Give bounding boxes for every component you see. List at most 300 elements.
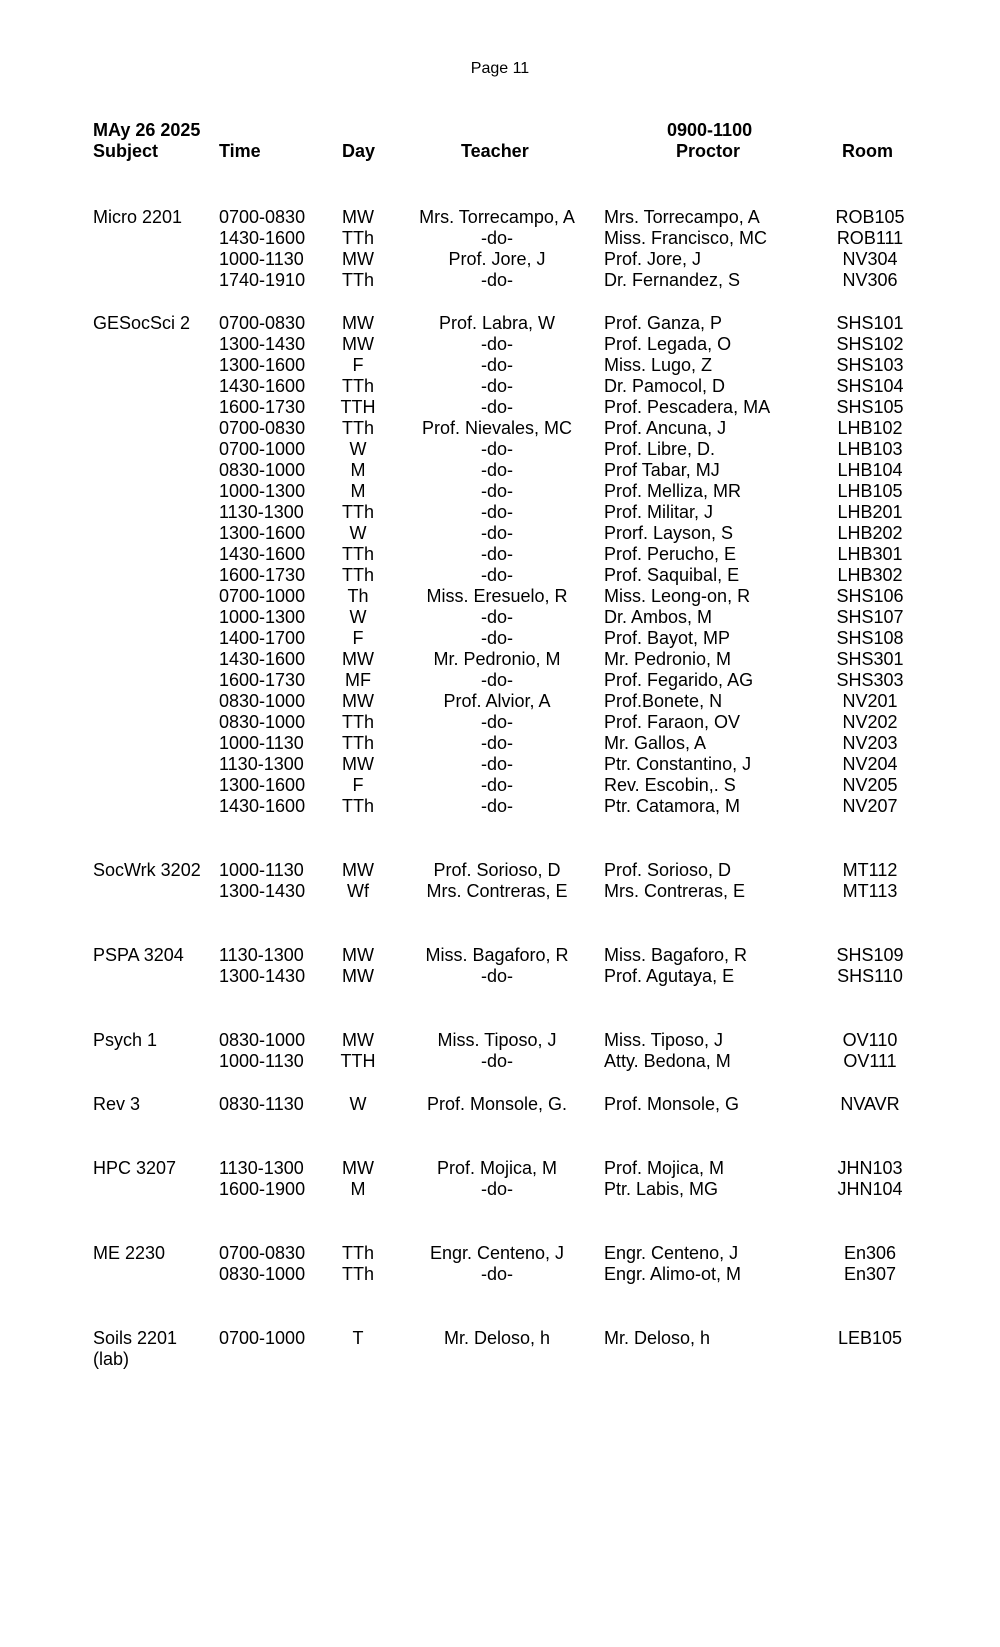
- day-text: MW: [342, 1158, 374, 1178]
- column-header-time: Time: [219, 141, 261, 161]
- proctor-text: Mr. Gallos, A: [604, 733, 707, 753]
- proctor-text: Prof. Saquibal, E: [604, 565, 740, 585]
- day-text: M: [350, 1179, 366, 1199]
- proctor-text: Prof. Sorioso, D: [604, 860, 732, 880]
- room-text: NV202: [842, 712, 898, 732]
- day-text: MW: [342, 207, 374, 227]
- room-text: SHS105: [836, 397, 904, 417]
- subject-cell: [93, 1243, 165, 1264]
- time-text: 1600-1730: [219, 565, 306, 585]
- time-text: 1000-1130: [219, 860, 304, 880]
- time-cell: [219, 1328, 305, 1349]
- table-row: [0, 228, 1000, 249]
- proctor-cell: [604, 1328, 710, 1349]
- teacher-text: Prof. Alvior, A: [443, 691, 551, 711]
- time-cell: [219, 1158, 304, 1179]
- table-row: [0, 1179, 1000, 1200]
- time-text: 1000-1300: [219, 607, 306, 627]
- proctor-cell: [604, 397, 770, 418]
- proctor-text: Rev. Escobin,. S: [604, 775, 736, 795]
- room-text: En307: [843, 1264, 897, 1284]
- proctor-cell: [604, 334, 731, 355]
- teacher-text: Prof. Sorioso, D: [433, 860, 561, 880]
- day-text: TTh: [342, 544, 375, 564]
- time-text: 1300-1430: [219, 334, 306, 354]
- time-cell: [219, 460, 305, 481]
- room-text: NV203: [842, 733, 898, 753]
- column-header-day: Day: [342, 141, 376, 161]
- time-cell: [219, 607, 305, 628]
- proctor-cell: [604, 945, 747, 966]
- table-row: [0, 628, 1000, 649]
- time-text: 0700-1000: [219, 439, 306, 459]
- teacher-text: Engr. Centeno, J: [429, 1243, 565, 1263]
- teacher-text: -do-: [481, 565, 514, 585]
- table-row: [0, 1328, 1000, 1349]
- table-row: [0, 313, 1000, 334]
- proctor-text: Prof. Bayot, MP: [604, 628, 731, 648]
- day-text: TTh: [342, 1264, 375, 1284]
- room-text: JHN104: [837, 1179, 903, 1199]
- time-text: 1300-1600: [219, 523, 306, 543]
- proctor-cell: [604, 313, 722, 334]
- subject-cell: [93, 313, 190, 334]
- table-row: [0, 207, 1000, 228]
- table-row: [0, 249, 1000, 270]
- proctor-cell: [604, 1179, 718, 1200]
- proctor-text: Prof. Ancuna, J: [604, 418, 727, 438]
- room-text: LHB105: [837, 481, 903, 501]
- subject-text: Psych 1: [93, 1030, 158, 1050]
- proctor-text: Prof. Perucho, E: [604, 544, 737, 564]
- proctor-text: Prof. Militar, J: [604, 502, 714, 522]
- time-text: 0700-0830: [219, 313, 306, 333]
- subject-text: Rev 3: [93, 1094, 141, 1114]
- teacher-text: Mrs. Contreras, E: [426, 881, 568, 901]
- time-cell: [219, 1179, 305, 1200]
- subject-text: SocWrk 3202: [93, 860, 201, 880]
- time-text: 1430-1600: [219, 796, 306, 816]
- proctor-cell: [604, 607, 712, 628]
- teacher-text: -do-: [481, 228, 514, 248]
- proctor-text: Prof. Agutaya, E: [604, 966, 735, 986]
- day-text: TTH: [340, 1051, 376, 1071]
- teacher-text: -do-: [481, 628, 514, 648]
- proctor-text: Ptr. Catamora, M: [604, 796, 741, 816]
- teacher-text: -do-: [481, 966, 514, 986]
- teacher-text: Mr. Pedronio, M: [433, 649, 561, 669]
- proctor-text: Dr. Fernandez, S: [604, 270, 741, 290]
- time-cell: [219, 1094, 304, 1115]
- proctor-text: Prorf. Layson, S: [604, 523, 734, 543]
- day-text: TTh: [342, 565, 375, 585]
- proctor-cell: [604, 1051, 731, 1072]
- proctor-cell: [604, 628, 730, 649]
- subject-text: Micro 2201: [93, 207, 183, 227]
- teacher-text: -do-: [481, 334, 514, 354]
- room-text: LHB102: [837, 418, 903, 438]
- subject-cell: [93, 1094, 140, 1115]
- teacher-text: Prof. Labra, W: [438, 313, 556, 333]
- time-text: 1430-1600: [219, 649, 306, 669]
- time-cell: [219, 712, 305, 733]
- time-text: 1000-1130: [219, 733, 304, 753]
- time-text: 1000-1130: [219, 249, 304, 269]
- room-text: MT112: [842, 860, 898, 880]
- proctor-text: Prof.Bonete, N: [604, 691, 723, 711]
- time-cell: [219, 207, 305, 228]
- table-row: [0, 460, 1000, 481]
- proctor-text: Engr. Centeno, J: [604, 1243, 739, 1263]
- table-row: [0, 418, 1000, 439]
- subject-cell: [93, 945, 184, 966]
- proctor-text: Mrs. Contreras, E: [604, 881, 746, 901]
- page-number: Page 11: [470, 60, 530, 77]
- room-text: SHS110: [837, 966, 903, 986]
- time-cell: [219, 733, 304, 754]
- proctor-cell: [604, 228, 767, 249]
- time-text: 1600-1730: [219, 397, 306, 417]
- time-cell: [219, 376, 305, 397]
- day-text: TTh: [342, 796, 375, 816]
- time-text: 1130-1300: [219, 945, 304, 965]
- table-row: [0, 565, 1000, 586]
- teacher-text: Prof. Monsole, G.: [426, 1094, 568, 1114]
- table-row: [0, 775, 1000, 796]
- column-header-proctor: Proctor: [676, 141, 741, 161]
- proctor-cell: [604, 586, 750, 607]
- proctor-text: Dr. Ambos, M: [604, 607, 713, 627]
- proctor-text: Miss. Francisco, MC: [604, 228, 768, 248]
- time-text: 1300-1600: [219, 355, 306, 375]
- proctor-cell: [604, 481, 741, 502]
- room-text: NV207: [842, 796, 898, 816]
- table-row: [0, 1094, 1000, 1115]
- time-text: 0830-1130: [219, 1094, 304, 1114]
- room-text: JHN103: [837, 1158, 903, 1178]
- time-text: 1300-1430: [219, 966, 306, 986]
- subject-text: PSPA 3204: [93, 945, 184, 965]
- proctor-cell: [604, 565, 739, 586]
- proctor-text: Prof. Jore, J: [604, 249, 702, 269]
- teacher-text: -do-: [481, 523, 514, 543]
- time-cell: [219, 691, 305, 712]
- proctor-cell: [604, 1243, 738, 1264]
- time-cell: [219, 249, 304, 270]
- subject-cell: [93, 1328, 177, 1349]
- table-row: [0, 481, 1000, 502]
- time-text: 0700-0830: [219, 1243, 306, 1263]
- room-text: NV205: [842, 775, 898, 795]
- proctor-text: Miss. Tiposo, J: [604, 1030, 724, 1050]
- time-text: 0830-1000: [219, 691, 306, 711]
- day-text: MW: [342, 860, 374, 880]
- time-text: 1000-1130: [219, 1051, 304, 1071]
- proctor-cell: [604, 796, 740, 817]
- time-cell: [219, 270, 305, 291]
- day-text: Wf: [347, 881, 369, 901]
- proctor-text: Prof. Pescadera, MA: [604, 397, 771, 417]
- table-row: [0, 881, 1000, 902]
- proctor-cell: [604, 775, 736, 796]
- room-text: SHS103: [836, 355, 904, 375]
- time-text: 1130-1300: [219, 1158, 304, 1178]
- time-cell: [219, 775, 305, 796]
- table-row: [0, 355, 1000, 376]
- time-cell: [219, 628, 305, 649]
- table-row: [0, 397, 1000, 418]
- table-row: [0, 1243, 1000, 1264]
- proctor-text: Ptr. Constantino, J: [604, 754, 752, 774]
- table-row: [0, 945, 1000, 966]
- proctor-text: Prof. Melliza, MR: [604, 481, 742, 501]
- table-row: [0, 1264, 1000, 1285]
- table-row: [0, 439, 1000, 460]
- proctor-cell: [604, 207, 760, 228]
- proctor-text: Mr. Deloso, h: [604, 1328, 711, 1348]
- subject-cell: [93, 1030, 157, 1051]
- proctor-cell: [604, 712, 740, 733]
- proctor-text: Prof. Libre, D.: [604, 439, 716, 459]
- day-text: TTh: [342, 1243, 375, 1263]
- day-text: TTh: [342, 502, 375, 522]
- room-text: NV204: [842, 754, 898, 774]
- room-text: SHS102: [836, 334, 904, 354]
- time-cell: [219, 544, 305, 565]
- table-row: [0, 1030, 1000, 1051]
- table-row: [0, 523, 1000, 544]
- room-text: OV110: [842, 1030, 898, 1050]
- time-cell: [219, 334, 305, 355]
- day-text: MW: [342, 649, 374, 669]
- teacher-text: -do-: [481, 796, 514, 816]
- subject-text: HPC 3207: [93, 1158, 177, 1178]
- day-text: MW: [342, 334, 374, 354]
- column-header-room: Room: [842, 141, 893, 161]
- proctor-text: Ptr. Labis, MG: [604, 1179, 719, 1199]
- table-row: [0, 733, 1000, 754]
- day-text: TTh: [342, 733, 375, 753]
- table-row: [0, 712, 1000, 733]
- table-row: [0, 860, 1000, 881]
- room-text: SHS101: [836, 313, 904, 333]
- table-row: [0, 796, 1000, 817]
- room-text: OV111: [843, 1051, 897, 1071]
- teacher-text: Miss. Tiposo, J: [437, 1030, 557, 1050]
- time-text: 0700-0830: [219, 418, 306, 438]
- proctor-cell: [604, 502, 713, 523]
- room-text: SHS104: [836, 376, 904, 396]
- proctor-cell: [604, 649, 731, 670]
- proctor-cell: [604, 376, 725, 397]
- time-text: 1130-1300: [219, 502, 304, 522]
- room-text: LEB105: [837, 1328, 903, 1348]
- table-row: [0, 270, 1000, 291]
- table-row: [0, 607, 1000, 628]
- room-text: SHS106: [836, 586, 904, 606]
- teacher-text: Prof. Jore, J: [448, 249, 546, 269]
- teacher-text: -do-: [481, 1179, 514, 1199]
- column-header-teacher: Teacher: [461, 141, 529, 161]
- teacher-text: -do-: [481, 270, 514, 290]
- time-text: 0830-1000: [219, 712, 306, 732]
- subject-text: Soils 2201: [93, 1328, 178, 1348]
- day-text: MW: [342, 249, 374, 269]
- table-row: [0, 691, 1000, 712]
- day-text: MW: [342, 313, 374, 333]
- time-cell: [219, 945, 304, 966]
- time-cell: [219, 1051, 304, 1072]
- proctor-cell: [604, 670, 753, 691]
- proctor-cell: [604, 881, 745, 902]
- day-text: F: [352, 775, 364, 795]
- lab-note: (lab): [93, 1349, 130, 1369]
- day-text: M: [350, 460, 366, 480]
- room-text: LHB301: [837, 544, 903, 564]
- day-text: MW: [342, 754, 374, 774]
- proctor-text: Miss. Lugo, Z: [604, 355, 713, 375]
- teacher-text: -do-: [481, 460, 514, 480]
- table-row: [0, 502, 1000, 523]
- proctor-cell: [604, 860, 731, 881]
- day-text: F: [352, 355, 364, 375]
- time-cell: [219, 418, 305, 439]
- time-text: 1600-1900: [219, 1179, 306, 1199]
- table-row: [0, 670, 1000, 691]
- table-row: [0, 966, 1000, 987]
- room-text: SHS108: [836, 628, 904, 648]
- time-cell: [219, 523, 305, 544]
- day-text: TTh: [342, 712, 375, 732]
- time-cell: [219, 860, 304, 881]
- room-text: MT113: [842, 881, 898, 901]
- proctor-cell: [604, 1030, 723, 1051]
- table-row: [0, 376, 1000, 397]
- time-cell: [219, 481, 305, 502]
- room-text: NV304: [842, 249, 898, 269]
- day-text: F: [352, 628, 364, 648]
- table-row: [0, 334, 1000, 355]
- time-cell: [219, 1264, 305, 1285]
- room-text: SHS303: [836, 670, 904, 690]
- proctor-text: Prof. Mojica, M: [604, 1158, 725, 1178]
- time-text: 1130-1300: [219, 754, 304, 774]
- teacher-text: Mrs. Torrecampo, A: [419, 207, 575, 227]
- teacher-text: -do-: [481, 607, 514, 627]
- time-cell: [219, 355, 305, 376]
- room-text: ROB111: [836, 228, 904, 248]
- proctor-text: Miss. Bagaforo, R: [604, 945, 748, 965]
- room-text: NV306: [842, 270, 898, 290]
- room-text: SHS109: [836, 945, 904, 965]
- proctor-text: Mrs. Torrecampo, A: [604, 207, 760, 227]
- table-row: [0, 649, 1000, 670]
- time-text: 0700-1000: [219, 1328, 306, 1348]
- proctor-cell: [604, 460, 720, 481]
- time-text: 1300-1600: [219, 775, 306, 795]
- proctor-text: Engr. Alimo-ot, M: [604, 1264, 742, 1284]
- day-text: Th: [347, 586, 369, 606]
- teacher-text: -do-: [481, 481, 514, 501]
- day-text: TTh: [342, 418, 375, 438]
- time-text: 1600-1730: [219, 670, 306, 690]
- teacher-text: -do-: [481, 712, 514, 732]
- subject-cell: [93, 860, 201, 881]
- time-cell: [219, 796, 305, 817]
- proctor-text: Mr. Pedronio, M: [604, 649, 732, 669]
- teacher-text: -do-: [481, 355, 514, 375]
- proctor-cell: [604, 733, 706, 754]
- table-row: [0, 544, 1000, 565]
- time-cell: [219, 228, 305, 249]
- day-text: MF: [345, 670, 371, 690]
- room-text: LHB202: [837, 523, 903, 543]
- time-text: 1300-1430: [219, 881, 306, 901]
- day-text: W: [349, 1094, 367, 1114]
- day-text: T: [352, 1328, 364, 1348]
- time-text: 1740-1910: [219, 270, 306, 290]
- room-text: ROB105: [835, 207, 905, 227]
- proctor-cell: [604, 1264, 741, 1285]
- time-cell: [219, 881, 305, 902]
- subject-cell: [93, 207, 182, 228]
- exam-date: MAy 26 2025: [93, 120, 201, 140]
- room-text: LHB201: [837, 502, 903, 522]
- teacher-text: Miss. Eresuelo, R: [426, 586, 568, 606]
- table-row: [0, 754, 1000, 775]
- proctor-cell: [604, 1094, 739, 1115]
- day-text: M: [350, 481, 366, 501]
- day-text: MW: [342, 691, 374, 711]
- room-text: En306: [843, 1243, 897, 1263]
- room-text: NV201: [842, 691, 898, 711]
- teacher-text: -do-: [481, 397, 514, 417]
- day-text: MW: [342, 966, 374, 986]
- time-cell: [219, 439, 305, 460]
- time-text: 1000-1300: [219, 481, 306, 501]
- proctor-cell: [604, 966, 734, 987]
- teacher-text: -do-: [481, 733, 514, 753]
- time-text: 0700-1000: [219, 586, 306, 606]
- time-cell: [219, 670, 305, 691]
- day-text: TTh: [342, 376, 375, 396]
- day-text: TTH: [340, 397, 376, 417]
- proctor-cell: [604, 523, 733, 544]
- time-text: 0830-1000: [219, 460, 306, 480]
- room-text: LHB104: [837, 460, 903, 480]
- room-text: SHS301: [836, 649, 904, 669]
- exam-time-slot: 0900-1100: [667, 120, 753, 140]
- proctor-cell: [604, 355, 712, 376]
- teacher-text: -do-: [481, 775, 514, 795]
- proctor-text: Prof. Legada, O: [604, 334, 732, 354]
- teacher-text: Prof. Nievales, MC: [421, 418, 573, 438]
- proctor-cell: [604, 418, 726, 439]
- time-cell: [219, 313, 305, 334]
- proctor-cell: [604, 1158, 724, 1179]
- time-text: 1400-1700: [219, 628, 306, 648]
- proctor-text: Prof. Monsole, G: [604, 1094, 740, 1114]
- proctor-cell: [604, 691, 722, 712]
- table-row: [0, 1158, 1000, 1179]
- teacher-text: Mr. Deloso, h: [443, 1328, 551, 1348]
- time-cell: [219, 397, 305, 418]
- table-row: [0, 586, 1000, 607]
- time-cell: [219, 565, 305, 586]
- subject-cell: [93, 1158, 176, 1179]
- proctor-text: Dr. Pamocol, D: [604, 376, 726, 396]
- time-cell: [219, 966, 305, 987]
